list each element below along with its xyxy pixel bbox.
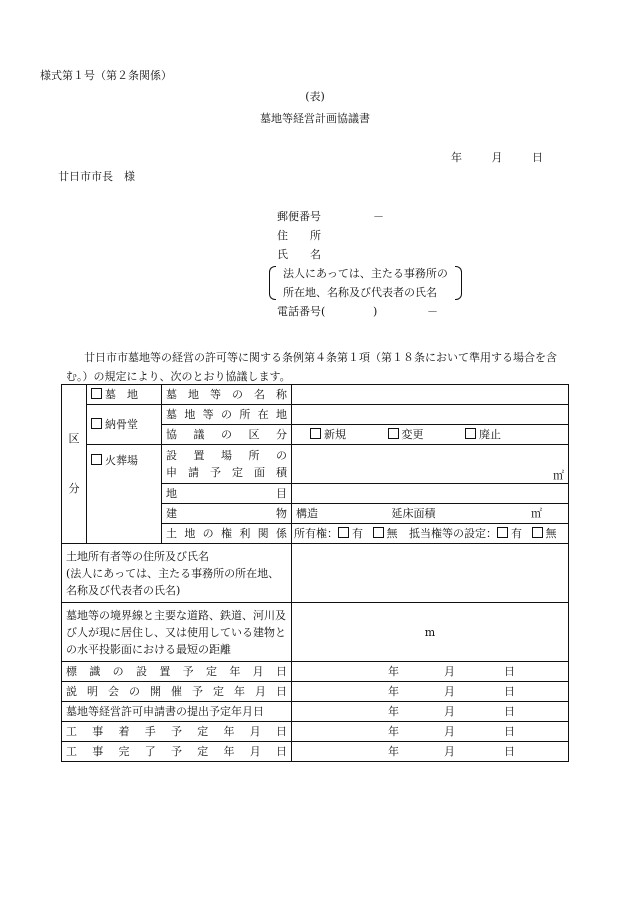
side-label: (表) (305, 90, 325, 103)
option-abolish-label: 廃止 (479, 428, 501, 441)
distance-label-3: の水平投影面における最短の距離 (66, 642, 231, 656)
checkbox-icon[interactable] (91, 418, 102, 429)
document-title: 墓地等経営計画協議書 (260, 112, 370, 125)
mortgage-no: 無 (545, 527, 557, 540)
distance-label-2: び人が現に居住し、又は使用している建物と (66, 625, 286, 639)
distance-unit: m (424, 625, 436, 639)
year-label: 年 (388, 725, 399, 738)
table-row (62, 702, 569, 722)
year-label: 年 (388, 705, 399, 718)
date-row-value[interactable] (292, 682, 569, 702)
type-cemetery-label: 墓 地 (105, 388, 138, 401)
option-change[interactable] (388, 428, 424, 441)
month-label: 月 (444, 705, 455, 718)
location-value-cell[interactable] (292, 405, 569, 425)
area-unit: ㎡ (553, 469, 564, 482)
table-row (62, 662, 569, 682)
type-ossuary-label: 納骨堂 (105, 418, 138, 431)
distance-label-1: 墓地等の境界線と主要な道路、鉄道、河川及 (66, 608, 286, 622)
checkbox-icon[interactable] (338, 527, 349, 538)
date-row-label: 説明会の開催予定年月日 (62, 682, 292, 702)
year-label: 年 (388, 685, 399, 698)
applicant-block (277, 207, 462, 321)
day-label: 日 (532, 151, 543, 164)
table-row (62, 385, 569, 405)
distance-label-cell (62, 603, 292, 662)
option-new-label: 新規 (324, 428, 346, 441)
name-label: 氏 名 (277, 248, 321, 261)
name-value-cell[interactable] (292, 385, 569, 405)
checkbox-icon[interactable] (388, 428, 399, 439)
owner-label-2: (法人にあっては、主たる事務所の所在地、 (66, 566, 280, 580)
rights-label-cell: 土地の権利関係 (162, 524, 292, 544)
kubun-cell (62, 385, 87, 544)
checkbox-icon[interactable] (465, 428, 476, 439)
mortgage-yes: 有 (511, 527, 522, 540)
table-row (62, 682, 569, 702)
mortgage-label: 抵当権等の設定： (409, 527, 497, 540)
phone-close: ) (373, 305, 378, 318)
postal-row (277, 207, 462, 226)
option-new[interactable] (310, 428, 346, 441)
chimoku-label-cell: 地目 (162, 484, 292, 504)
date-row-value[interactable] (292, 742, 569, 762)
ownership-label: 所有権： (294, 527, 338, 540)
day-label: 日 (504, 745, 515, 758)
addressee: 廿日市市長 様 (58, 170, 135, 183)
rights-value-cell (292, 524, 569, 544)
owner-label-cell (62, 544, 292, 603)
year-label: 年 (451, 151, 462, 164)
kubun-label-2: 分 (68, 482, 80, 495)
date-row-value[interactable] (292, 722, 569, 742)
month-label: 月 (444, 725, 455, 738)
building-label-cell: 建物 (162, 504, 292, 524)
structure-label: 構造 (296, 507, 318, 520)
table-row (62, 405, 569, 425)
checkbox-icon[interactable] (91, 454, 102, 465)
address-label: 住 所 (277, 229, 321, 242)
year-label: 年 (388, 745, 399, 758)
option-change-label: 変更 (401, 428, 424, 441)
area-label-1: 設置場所の (166, 449, 287, 462)
submission-date (451, 149, 569, 165)
distance-value-cell[interactable] (292, 603, 569, 662)
table-row (62, 742, 569, 762)
day-label: 日 (504, 705, 515, 718)
consultation-table (61, 384, 569, 762)
checkbox-icon[interactable] (91, 388, 102, 399)
checkbox-icon[interactable] (532, 527, 543, 538)
table-row (62, 722, 569, 742)
date-row-label: 工事着手予定年月日 (62, 722, 292, 742)
postal-separator: － (373, 210, 384, 223)
ownership-no: 無 (386, 527, 398, 540)
checkbox-icon[interactable] (497, 527, 508, 538)
date-row-value[interactable] (292, 702, 569, 722)
phone-label: 電話番号( (277, 305, 326, 318)
date-row-label: 墓地等経営許可申請書の提出予定年月日 (62, 702, 292, 722)
right-bracket (455, 266, 462, 300)
table-row (62, 445, 569, 484)
date-row-label: 標識の設置予定年月日 (62, 662, 292, 682)
kyogi-options-cell (292, 425, 569, 445)
checkbox-icon[interactable] (310, 428, 321, 439)
month-label: 月 (491, 151, 503, 164)
chimoku-value-cell[interactable] (292, 484, 569, 504)
date-row-label: 工事完了予定年月日 (62, 742, 292, 762)
postal-label: 郵便番号 (277, 210, 321, 223)
floor-area-label: 延床面積 (391, 507, 436, 520)
floor-area-unit: ㎡ (531, 507, 542, 520)
location-label-cell: 墓地等の所在地 (162, 405, 292, 425)
month-label: 月 (444, 745, 455, 758)
ownership-yes: 有 (352, 527, 363, 540)
area-label-cell (162, 445, 292, 484)
phone-separator: － (427, 305, 438, 318)
area-label-2: 申請予定面積 (166, 466, 287, 479)
phone-row (277, 302, 462, 321)
type-crematorium[interactable] (87, 445, 162, 544)
type-ossuary[interactable] (87, 405, 162, 445)
kubun-label-1: 区 (68, 432, 80, 445)
kyogi-label-cell: 協議の区分 (162, 425, 292, 445)
type-crematorium-label: 火葬場 (105, 454, 138, 467)
intro-text: 廿日市市墓地等の経営の許可等に関する条例第４条第１項（第１８条において準用する場合を含む。）の規定により、次のとおり協議します。 (66, 351, 557, 383)
form-number: 様式第１号（第２条関係） (40, 69, 172, 82)
owner-label-3: 名称及び代表者の氏名) (66, 583, 181, 597)
owner-label-1: 土地所有者等の住所及び氏名 (66, 549, 209, 563)
type-cemetery[interactable] (87, 385, 162, 405)
month-label: 月 (444, 665, 455, 678)
left-bracket (269, 266, 276, 300)
area-value-cell[interactable] (292, 445, 569, 484)
day-label: 日 (504, 685, 515, 698)
corporation-note (269, 264, 462, 302)
owner-value-cell[interactable] (292, 544, 569, 603)
building-value-cell[interactable] (292, 504, 569, 524)
day-label: 日 (504, 665, 515, 678)
checkbox-icon[interactable] (373, 527, 384, 538)
table-row (62, 544, 569, 603)
corp-note-line-2: 所在地、名称及び代表者の氏名 (283, 286, 437, 299)
corp-note-line-1: 法人にあっては、主たる事務所の (283, 267, 448, 280)
day-label: 日 (504, 725, 515, 738)
date-row-value[interactable] (292, 662, 569, 682)
year-label: 年 (388, 665, 399, 678)
option-abolish[interactable] (465, 428, 501, 441)
table-row (62, 603, 569, 662)
month-label: 月 (444, 685, 455, 698)
name-label-cell: 墓地等の名称 (162, 385, 292, 405)
